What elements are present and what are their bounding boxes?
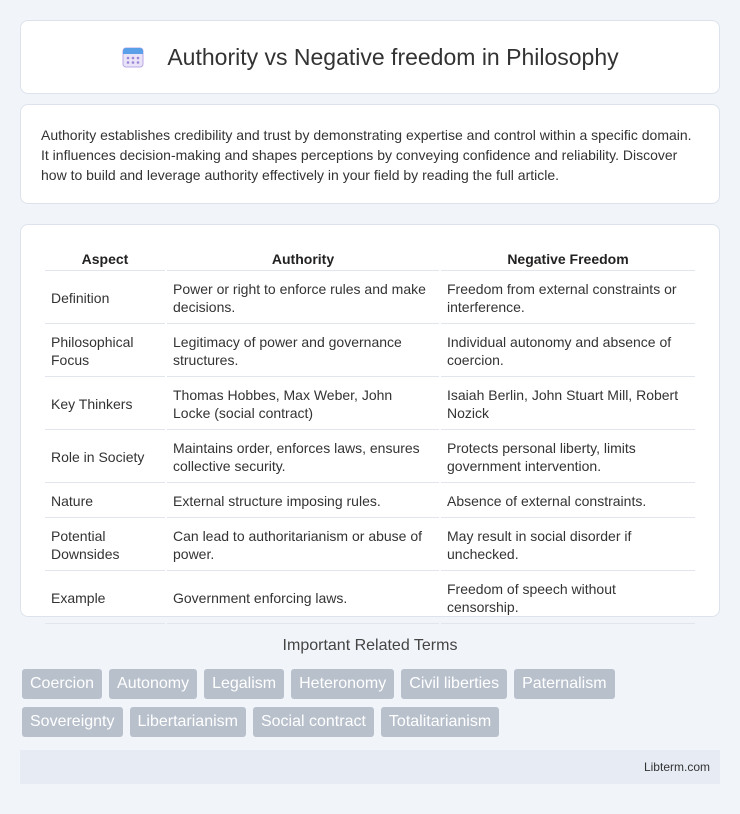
table-header-row	[45, 247, 695, 271]
tag-heteronomy[interactable]: Heteronomy	[291, 669, 394, 699]
table-row	[45, 326, 695, 377]
table-cell: Nature	[45, 485, 165, 518]
table-row	[45, 432, 695, 483]
table-row	[45, 273, 695, 324]
tag-libertarianism[interactable]: Libertarianism	[130, 707, 246, 737]
table-cell: Power or right to enforce rules and make decisions.	[167, 273, 439, 324]
intro-card	[20, 104, 720, 204]
table-cell: Potential Downsides	[45, 520, 165, 571]
tag-sovereignty[interactable]: Sovereignty	[22, 707, 123, 737]
tag-autonomy[interactable]: Autonomy	[109, 669, 197, 699]
tag-paternalism[interactable]: Paternalism	[514, 669, 614, 699]
table-cell: Can lead to authoritarianism or abuse of power.	[167, 520, 439, 571]
column-header-negative-freedom: Negative Freedom	[441, 247, 695, 271]
comparison-table	[43, 245, 697, 626]
table-cell: External structure imposing rules.	[167, 485, 439, 518]
related-terms-title: Important Related Terms	[282, 637, 458, 654]
calendar-icon	[121, 45, 145, 69]
table-cell: Protects personal liberty, limits government intervention.	[441, 432, 695, 483]
page-title: Authority vs Negative freedom in Philosophy	[167, 43, 619, 70]
table-cell: Government enforcing laws.	[167, 573, 439, 624]
table-row	[45, 379, 695, 430]
table-cell: Isaiah Berlin, John Stuart Mill, Robert Nozick	[441, 379, 695, 430]
comparison-table-card	[20, 224, 720, 617]
table-cell: Maintains order, enforces laws, ensures collective security.	[167, 432, 439, 483]
table-cell: Key Thinkers	[45, 379, 165, 430]
tag-totalitarianism[interactable]: Totalitarianism	[381, 707, 499, 737]
table-row	[45, 573, 695, 624]
table-row	[45, 520, 695, 571]
tag-social-contract[interactable]: Social contract	[253, 707, 374, 737]
table-cell: May result in social disorder if unchecked.	[441, 520, 695, 571]
table-cell: Role in Society	[45, 432, 165, 483]
header-card	[20, 20, 720, 94]
table-cell: Absence of external constraints.	[441, 485, 695, 518]
column-header-aspect: Aspect	[45, 247, 165, 271]
footer	[20, 750, 720, 784]
footer-site-link[interactable]: Libterm.com	[643, 760, 710, 774]
table-cell: Thomas Hobbes, Max Weber, John Locke (social contract)	[167, 379, 439, 430]
tag-civil-liberties[interactable]: Civil liberties	[401, 669, 507, 699]
table-row	[45, 485, 695, 518]
tag-legalism[interactable]: Legalism	[204, 669, 284, 699]
column-header-authority: Authority	[167, 247, 439, 271]
table-cell: Legitimacy of power and governance structures.	[167, 326, 439, 377]
table-cell: Philosophical Focus	[45, 326, 165, 377]
tag-coercion[interactable]: Coercion	[22, 669, 102, 699]
table-cell: Freedom from external constraints or interference.	[441, 273, 695, 324]
table-cell: Individual autonomy and absence of coercion.	[441, 326, 695, 377]
table-cell: Definition	[45, 273, 165, 324]
table-cell: Freedom of speech without censorship.	[441, 573, 695, 624]
related-terms-tags	[22, 669, 722, 737]
intro-text: Authority establishes credibility and trust by demonstrating expertise and control within a specific domain. It influences decision-making and shapes perceptions by conveying confidence and reliability. Discover how to build and leverage authority effectively in your field by reading the full article.	[41, 127, 692, 183]
table-cell: Example	[45, 573, 165, 624]
header	[121, 44, 618, 71]
